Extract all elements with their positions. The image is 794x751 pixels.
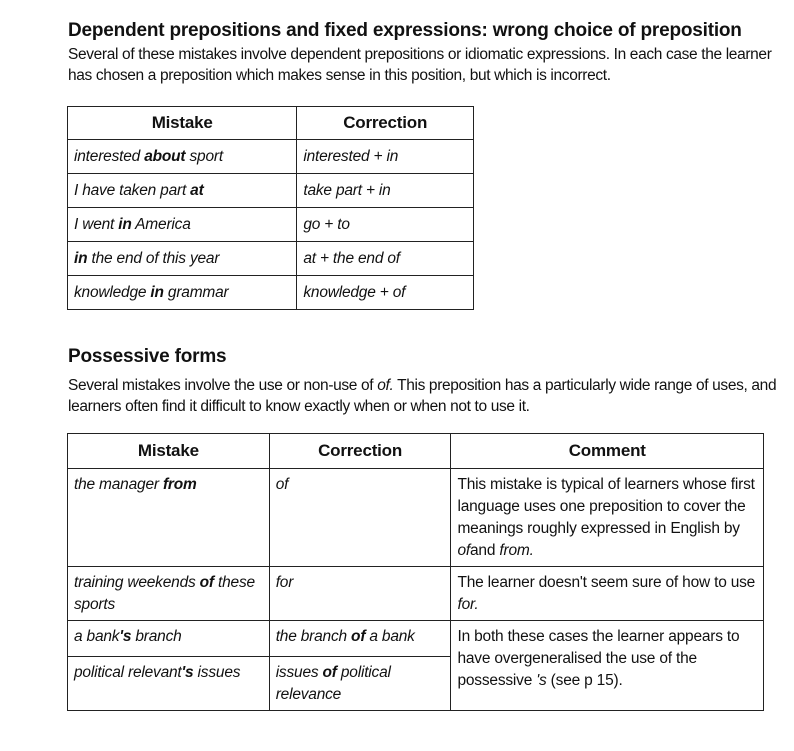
- table-row: [68, 469, 764, 567]
- column-header-correction: Correction: [269, 434, 451, 469]
- intro-text: of.: [377, 377, 394, 394]
- possessive-forms-table: [67, 433, 764, 711]
- correction-cell-text: issues: [275, 664, 323, 681]
- correction-cell: [297, 174, 474, 208]
- table-header-row: [68, 434, 764, 469]
- table-row: [68, 621, 764, 657]
- mistake-cell: [68, 276, 297, 310]
- mistake-cell-text: about: [144, 147, 186, 165]
- comment-cell-text: (see p 15).: [546, 672, 623, 689]
- correction-cell-text: of: [351, 628, 366, 645]
- comment-cell: [451, 621, 764, 711]
- comment-cell-text: This mistake is typical of learners whose first language uses one preposition to cover the meanings roughly expressed in English by: [457, 476, 755, 537]
- mistake-cell: [68, 140, 297, 174]
- intro-text: Several mistakes involve the use or non-use of: [68, 377, 378, 394]
- correction-cell-text: take part + in: [303, 181, 391, 199]
- section-title-possessive-forms: Possessive forms: [68, 346, 227, 367]
- mistake-cell-text: the end of this year: [87, 249, 220, 267]
- comment-cell: [451, 469, 764, 567]
- correction-cell-text: a bank: [365, 628, 415, 645]
- comment-cell-text: 's: [536, 672, 547, 689]
- table-row: [68, 140, 474, 174]
- mistake-cell: [68, 657, 270, 711]
- comment-cell-text: for.: [457, 596, 479, 613]
- mistake-cell-text: training weekends: [74, 574, 200, 591]
- mistake-cell: [68, 242, 297, 276]
- mistake-cell-text: the manager: [74, 476, 163, 493]
- comment-cell-text: In both these cases the learner appears to have overgeneralised the use of the possessive: [457, 628, 740, 689]
- mistake-cell-text: at: [190, 181, 204, 199]
- correction-cell-text: of: [275, 476, 289, 493]
- correction-cell-text: political relevance: [275, 664, 391, 703]
- correction-cell-text: go + to: [303, 215, 350, 233]
- table-row: [68, 174, 474, 208]
- correction-cell: [269, 621, 451, 657]
- mistake-cell: [68, 469, 270, 567]
- mistake-cell-text: sport: [185, 147, 223, 165]
- mistake-cell-text: in: [150, 283, 164, 301]
- mistake-cell-text: a bank: [74, 628, 120, 645]
- mistake-cell: [68, 567, 270, 621]
- correction-cell: [297, 208, 474, 242]
- mistake-cell-text: 's: [119, 628, 132, 645]
- prepositions-table: [67, 106, 474, 310]
- table-row: [68, 208, 474, 242]
- mistake-cell: [68, 208, 297, 242]
- comment-cell: [451, 567, 764, 621]
- section-title-dependent-prepositions: Dependent prepositions and fixed expressions: wrong choice of preposition: [68, 20, 742, 41]
- correction-cell-text: the branch: [275, 628, 352, 645]
- section-intro-possessive-forms: [68, 375, 783, 417]
- mistake-cell-text: in: [74, 249, 88, 267]
- correction-cell-text: for: [275, 574, 294, 591]
- mistake-cell: [68, 621, 270, 657]
- mistake-cell-text: branch: [131, 628, 182, 645]
- mistake-cell-text: knowledge: [74, 283, 151, 301]
- correction-cell: [297, 242, 474, 276]
- column-header-correction: Correction: [297, 107, 474, 140]
- correction-cell: [269, 657, 451, 711]
- mistake-cell-text: America: [131, 215, 191, 233]
- correction-cell: [297, 140, 474, 174]
- correction-cell: [297, 276, 474, 310]
- mistake-cell-text: of: [199, 574, 214, 591]
- correction-cell: [269, 567, 451, 621]
- mistake-cell-text: I have taken part: [74, 181, 191, 199]
- comment-cell-text: The learner doesn't seem sure of how to use: [457, 574, 756, 591]
- table-row: [68, 242, 474, 276]
- mistake-cell-text: in: [118, 215, 132, 233]
- mistake-cell-text: interested: [74, 147, 145, 165]
- mistake-cell-text: 's: [181, 664, 194, 681]
- column-header-mistake: Mistake: [68, 434, 270, 469]
- table-row: [68, 276, 474, 310]
- table-row: [68, 567, 764, 621]
- comment-cell-text: and: [470, 542, 500, 559]
- correction-cell-text: at + the end of: [303, 249, 400, 267]
- column-header-mistake: Mistake: [68, 107, 297, 140]
- mistake-cell: [68, 174, 297, 208]
- mistake-cell-text: from: [162, 476, 197, 493]
- correction-cell: [269, 469, 451, 567]
- column-header-comment: Comment: [451, 434, 764, 469]
- correction-cell-text: interested + in: [303, 147, 399, 165]
- intro-text: This preposition has a particularly wide range of uses, and learners often find it difficult to know exactly when or when not to use it.: [68, 377, 777, 415]
- correction-cell-text: knowledge + of: [303, 283, 406, 301]
- mistake-cell-text: political relevant: [74, 664, 182, 681]
- comment-cell-text: of: [457, 542, 470, 559]
- mistake-cell-text: grammar: [163, 283, 229, 301]
- mistake-cell-text: I went: [74, 215, 119, 233]
- comment-cell-text: from.: [499, 542, 534, 559]
- mistake-cell-text: these sports: [74, 574, 255, 613]
- section-intro-dependent-prepositions: Several of these mistakes involve dependent prepositions or idiomatic expressions. In each case the learner has chosen a preposition which makes sense in this position, but which is incorrect.: [68, 46, 772, 84]
- mistake-cell-text: issues: [193, 664, 241, 681]
- table-header-row: [68, 107, 474, 140]
- correction-cell-text: of: [322, 664, 337, 681]
